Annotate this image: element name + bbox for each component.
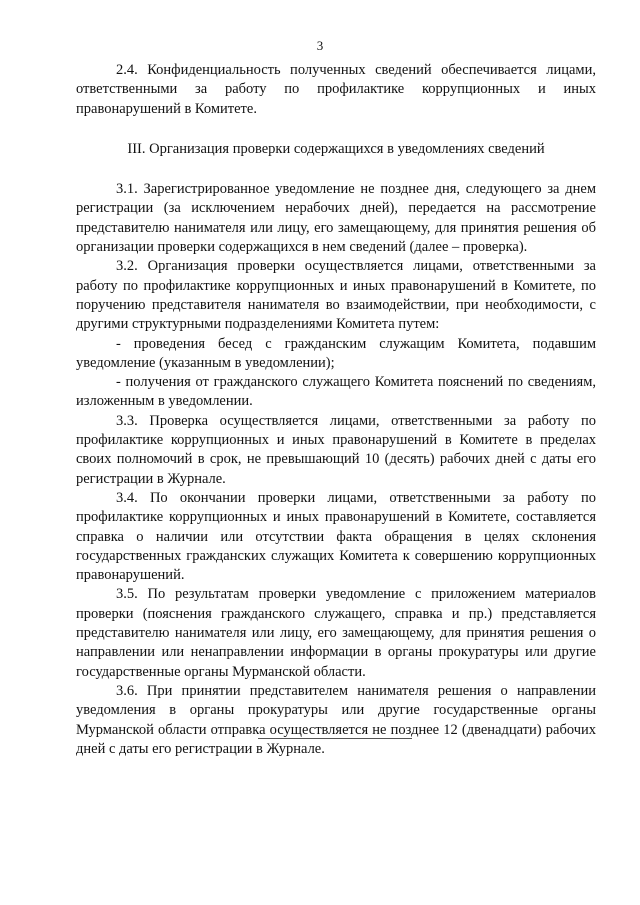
page-number: 3	[316, 38, 324, 53]
section-heading: III. Организация проверки содержащихся в уведомлениях сведений	[127, 140, 545, 157]
paragraph-2-4: 2.4. Конфиденциальность полученных сведений обеспечивается лицами, ответственными за работу по профилактике коррупционных и иных правонарушений в Комитете.	[76, 62, 596, 117]
list-item-explanations: - получения от гражданского служащего Комитета пояснений по сведениям, изложенным в уведомлении.	[76, 374, 596, 410]
end-divider	[258, 738, 412, 739]
paragraph-3-3: 3.3. Проверка осуществляется лицами, ответственными за работу по профилактике коррупционных и иных правонарушений в Комитете в пределах своих полномочий в срок, не превышающий 10 (десять) рабочих дней с даты его регистрации в Журнале.	[76, 412, 596, 487]
list-item-conversations: - проведения бесед с гражданским служащим Комитета, подавшим уведомление (указанным в уведомлении);	[76, 335, 596, 371]
paragraph-3-6: 3.6. При принятии представителем нанимателя решения о направлении уведомления в органы прокуратуры или другие государственные органы Мурманской области отправка осуществляется не позднее 12 (двенадцати) рабочих дней с даты его регистрации в Журнале.	[76, 682, 596, 757]
paragraph-3-4: 3.4. По окончании проверки лицами, ответственными за работу по профилактике коррупционных и иных правонарушений в Комитете, составляется справка о наличии или отсутствии факта обращения в целях склонения государственных гражданских служащих Комитета к совершению коррупционных правонарушений.	[76, 489, 596, 584]
document-body	[76, 61, 596, 759]
paragraph-3-1: 3.1. Зарегистрированное уведомление не позднее дня, следующего за днем регистрации (за исключением нерабочих дней), передается на рассмотрение представителю нанимателя или лицу, его замещающему, для принятия решения об организации проверки содержащихся в нем сведений (далее – проверка).	[76, 181, 596, 256]
paragraph-3-2: 3.2. Организация проверки осуществляется лицами, ответственными за работу по профилактике коррупционных и иных правонарушений в Комитете, по поручению представителя нанимателя во взаимодействии, при необходимости, с другими структурными подразделениями Комитета путем:	[76, 258, 596, 333]
paragraph-3-5: 3.5. По результатам проверки уведомление с приложением материалов проверки (пояснения гражданского служащего, справка и пр.) представляется представителю нанимателя или лицу, его замещающему, для принятия решения о направлении или ненаправлении информации в органы прокуратуры или другие государственные органы Мурманской области.	[76, 586, 596, 680]
